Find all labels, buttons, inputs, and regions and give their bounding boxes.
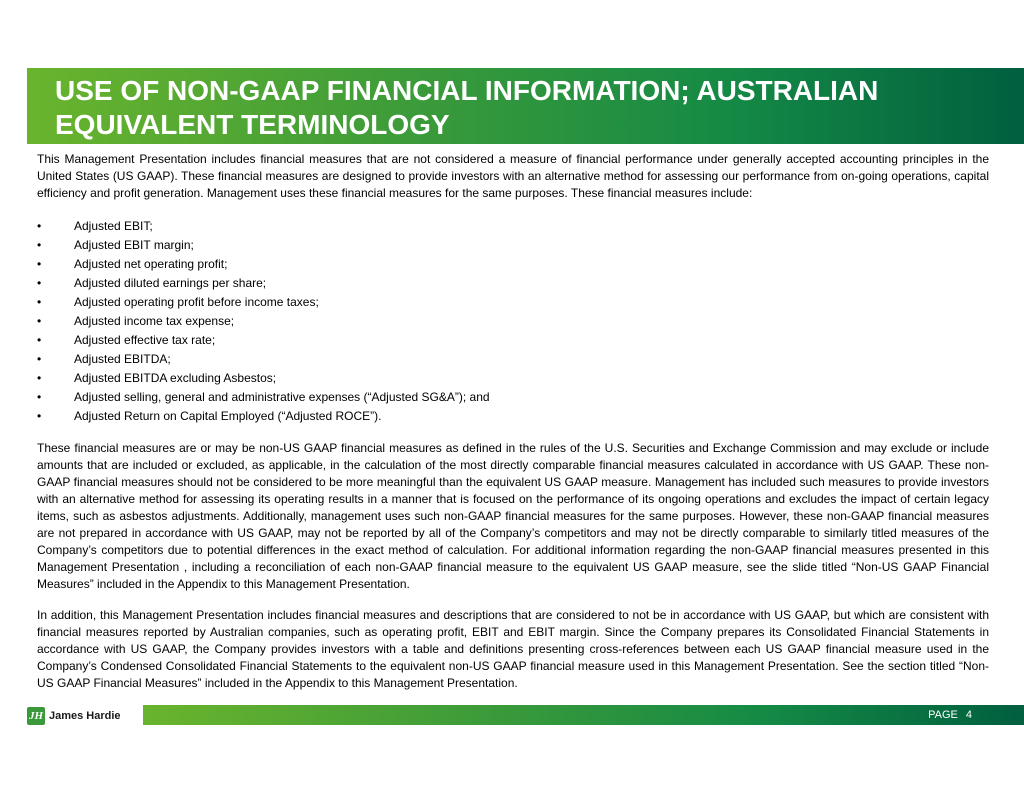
list-item [37,350,989,369]
slide-title-line-2: EQUIVALENT TERMINOLOGY [55,109,450,140]
list-item [37,255,989,274]
list-item [37,388,989,407]
company-logo [27,706,121,726]
list-item-text: Adjusted selling, general and administrative expenses (“Adjusted SG&A”); and [74,390,490,404]
bullet-icon: • [37,295,42,309]
page-number [928,708,972,722]
slide-title-line-1: USE OF NON-GAAP FINANCIAL INFORMATION; AUSTRALIAN [55,75,879,106]
list-item [37,369,989,388]
bullet-icon: • [37,314,42,328]
list-item-text: Adjusted operating profit before income taxes; [74,295,319,309]
list-item-text: Adjusted EBIT margin; [74,238,194,252]
list-item-text: Adjusted income tax expense; [74,314,235,328]
list-item [37,217,989,236]
list-item-text: Adjusted diluted earnings per share; [74,276,267,290]
bullet-icon: • [37,352,42,366]
slide-body [37,151,989,692]
list-item [37,331,989,350]
bullet-icon: • [37,257,42,271]
list-item [37,312,989,331]
list-item [37,274,989,293]
bullet-icon: • [37,390,42,404]
page-label: PAGE [928,709,958,721]
list-item [37,236,989,255]
logo-text: James Hardie [49,710,121,722]
list-item-text: Adjusted Return on Capital Employed (“Adjusted ROCE”). [74,409,382,423]
list-item-text: Adjusted EBIT; [74,219,153,233]
list-item-text: Adjusted EBITDA excluding Asbestos; [74,371,277,385]
list-item-text: Adjusted effective tax rate; [74,333,216,347]
footer-bar [143,705,1024,725]
slide-title [55,74,955,142]
list-item [37,407,989,426]
list-item-text: Adjusted net operating profit; [74,257,228,271]
bullet-icon: • [37,219,42,233]
list-item [37,293,989,312]
list-item-text: Adjusted EBITDA; [74,352,171,366]
bullet-icon: • [37,333,42,347]
bullet-icon: • [37,238,42,252]
intro-paragraph: This Management Presentation includes financial measures that are not considered a measure of financial performance under generally accepted accounting principles in the United States (US GAAP). These financial measures are designed to provide investors with an alternative method for assessing our performance from on-going operations, capital efficiency and profit generation. Management uses these financial measures for the same purposes. These financial measures include: [37,152,989,200]
page-number-value: 4 [965,709,972,721]
measures-list [37,217,989,426]
australian-terminology-paragraph: In addition, this Management Presentation includes financial measures and descriptions that are considered to not be in accordance with US GAAP, but which are consistent with financial measures reported by Australian companies, such as operating profit, EBIT and EBIT margin. Since the Company prepares its Consolidated Financial Statements in accordance with US GAAP, the Company provides investors with a table and definitions presenting cross-references between each US GAAP financial measure used in the Company’s Condensed Consolidated Financial Statements to the equivalent non-US GAAP financial measure used in this Management Presentation. See the section titled “Non-US GAAP Financial Measures” included in the Appendix to this Management Presentation. [37,608,989,690]
logo-mark-icon: JH [27,707,45,725]
bullet-icon: • [37,276,42,290]
non-gaap-paragraph: These financial measures are or may be non-US GAAP financial measures as defined in the rules of the U.S. Securities and Exchange Commission and may exclude or include amounts that are included or excluded, as applicable, in the calculation of the most directly comparable financial measures calculated in accordance with US GAAP. These non-GAAP financial measures should not be considered to be more meaningful than the equivalent US GAAP measure. Management has included such measures to provide investors with an alternative method for assessing its operating results in a manner that is focused on the performance of its ongoing operations and excludes the impact of certain legacy items, such as asbestos adjustments. Additionally, management uses such non-GAAP financial measures for the same purposes. However, these non-GAAP financial measures are not prepared in accordance with US GAAP, may not be reported by all of the Company’s competitors and may not be directly comparable to similarly titled measures of the Company’s competitors due to potential differences in the exact method of calculation. For additional information regarding the non-GAAP financial measures presented in this Management Presentation , including a reconciliation of each non-GAAP financial measure to the equivalent US GAAP measure, see the slide titled “Non-US GAAP Financial Measures” included in the Appendix to this Management Presentation. [37,441,989,591]
bullet-icon: • [37,371,42,385]
bullet-icon: • [37,409,42,423]
